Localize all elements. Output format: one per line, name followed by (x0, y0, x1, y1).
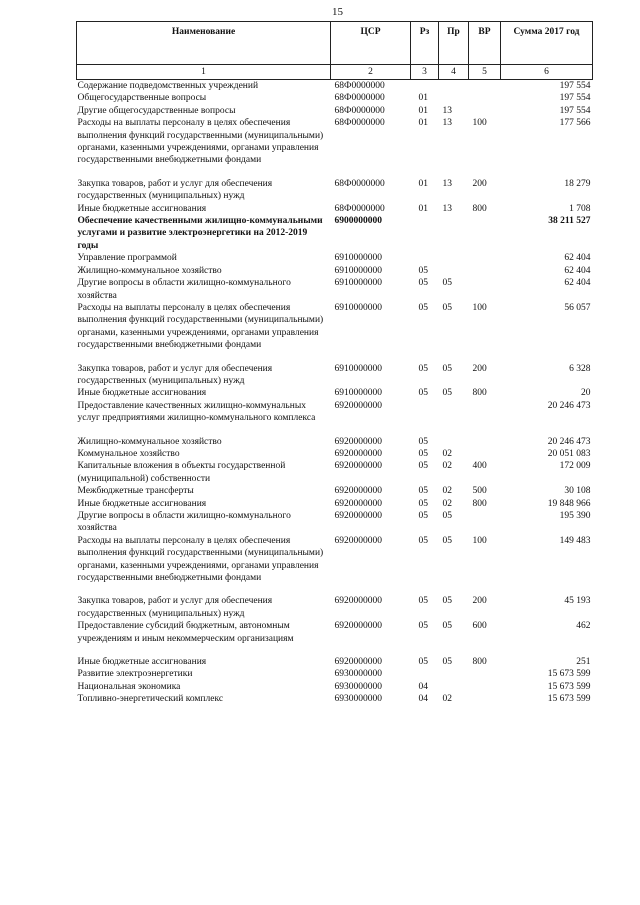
cell-csr: 6910000000 (334, 253, 382, 264)
cell-pr: 05 (442, 535, 452, 546)
cell-rz: 04 (418, 681, 428, 692)
cell-rz: 05 (418, 498, 428, 509)
cell-vr (469, 265, 501, 277)
cell-name: Расходы на выплаты персоналу в целях обеспечения выполнения функций государственными (муниципальными) органами, казенными учреждениями, органами управления государственными внебюджетными фондами (77, 118, 324, 166)
cell-csr: 6910000000 (334, 265, 382, 276)
cell-sum: 45 193 (564, 596, 591, 607)
cell-name: Другие общегосударственные вопросы (77, 105, 236, 116)
cell-pr (439, 436, 469, 448)
cell-sum: 462 (576, 621, 591, 632)
cell-sum: 62 404 (564, 278, 591, 289)
table-row (77, 252, 593, 264)
cell-pr: 02 (442, 486, 452, 497)
header-sum: Сумма 2017 год (501, 22, 593, 65)
cell-rz (411, 668, 439, 680)
column-number: 2 (331, 65, 411, 80)
cell-csr: 6910000000 (334, 363, 382, 374)
table-body (77, 80, 593, 706)
budget-table (76, 21, 593, 706)
cell-vr: 600 (472, 621, 487, 632)
cell-name: Жилищно-коммунальное хозяйство (77, 436, 222, 447)
table-row (77, 178, 593, 203)
cell-rz: 05 (418, 265, 428, 276)
cell-name: Иные бюджетные ассигнования (77, 203, 207, 214)
cell-pr (439, 215, 469, 252)
cell-vr (469, 215, 501, 252)
cell-csr: 6920000000 (334, 461, 382, 472)
table-row (77, 117, 593, 178)
cell-vr (469, 436, 501, 448)
cell-name: Расходы на выплаты персоналу в целях обеспечения выполнения функций государственными (муниципальными) органами, казенными учреждениями, органами управления государственными внебюджетными фондами (77, 535, 324, 584)
table-header (77, 22, 593, 80)
table-row (77, 693, 593, 705)
cell-sum: 195 390 (559, 511, 591, 521)
table-row (77, 203, 593, 215)
cell-csr: 6920000000 (334, 596, 382, 607)
cell-csr: 6920000000 (334, 657, 382, 668)
cell-csr: 6920000000 (334, 436, 382, 447)
cell-name: Закупка товаров, работ и услуг для обеспечения государственных (муниципальных) нужд (77, 178, 273, 202)
cell-vr: 100 (472, 535, 487, 546)
cell-rz: 05 (418, 302, 428, 313)
cell-vr (469, 92, 501, 104)
cell-name: Закупка товаров, работ и услуг для обеспечения государственных (муниципальных) нужд (77, 596, 273, 619)
cell-name: Иные бюджетные ассигнования (77, 657, 207, 668)
cell-pr: 05 (442, 657, 452, 668)
cell-csr: 6930000000 (334, 694, 382, 705)
cell-sum: 20 246 473 (547, 436, 591, 447)
page-number: 15 (332, 6, 343, 18)
cell-vr: 100 (472, 302, 487, 313)
table-row (77, 498, 593, 510)
cell-csr: 6910000000 (334, 302, 382, 313)
cell-rz: 05 (418, 511, 428, 521)
table-row (77, 535, 593, 596)
cell-vr: 800 (472, 498, 487, 509)
cell-rz (411, 215, 439, 252)
cell-name: Обеспечение качественными жилищно-коммунальными услугами и развитие электроэнергетики на 2012-2019 годы (77, 216, 323, 251)
table-row (77, 681, 593, 693)
cell-name: Капитальные вложения в объекты государственной (муниципальной) собственности (77, 461, 286, 484)
cell-name: Предоставление субсидий бюджетным, автономным учреждениям и иным некоммерческим организациям (77, 621, 294, 644)
table-row (77, 277, 593, 302)
table-row (77, 105, 593, 117)
table-row (77, 92, 593, 104)
cell-vr (469, 668, 501, 680)
cell-pr: 05 (442, 278, 452, 289)
column-number: 3 (411, 65, 439, 80)
table-row (77, 436, 593, 448)
cell-pr (439, 80, 469, 93)
cell-rz: 05 (418, 278, 428, 289)
cell-vr: 200 (472, 596, 487, 607)
cell-sum: 38 211 527 (548, 216, 591, 227)
cell-rz: 05 (418, 621, 428, 632)
cell-csr: 68Ф0000000 (334, 105, 385, 116)
cell-vr (469, 105, 501, 117)
cell-pr: 05 (442, 302, 452, 313)
cell-sum: 56 057 (564, 302, 591, 313)
cell-name: Содержание подведомственных учреждений (77, 81, 259, 91)
cell-csr: 6920000000 (334, 400, 382, 411)
header-rz: Рз (411, 22, 439, 65)
column-number: 5 (469, 65, 501, 80)
cell-sum: 62 404 (564, 253, 591, 264)
cell-pr: 05 (442, 596, 452, 607)
cell-vr (469, 400, 501, 436)
cell-pr: 13 (442, 105, 452, 116)
cell-sum: 251 (576, 657, 591, 668)
cell-rz: 05 (418, 461, 428, 472)
cell-rz (411, 400, 439, 436)
cell-vr: 800 (472, 388, 487, 399)
cell-csr: 6920000000 (334, 621, 382, 632)
table-row (77, 656, 593, 668)
cell-pr (439, 265, 469, 277)
table-row (77, 215, 593, 252)
cell-rz: 05 (418, 657, 428, 668)
cell-rz: 05 (418, 436, 428, 447)
cell-sum: 172 009 (559, 461, 591, 472)
cell-vr: 500 (472, 486, 487, 497)
cell-name: Общегосударственные вопросы (77, 93, 207, 104)
table-row (77, 400, 593, 436)
cell-csr: 68Ф0000000 (334, 81, 385, 91)
cell-rz: 05 (418, 388, 428, 399)
cell-vr (469, 681, 501, 693)
column-number: 6 (501, 65, 593, 80)
cell-csr: 6920000000 (334, 448, 382, 459)
header-csr: ЦСР (331, 22, 411, 65)
cell-rz: 05 (418, 596, 428, 607)
table-row (77, 668, 593, 680)
header-vr: ВР (469, 22, 501, 65)
cell-sum: 197 554 (559, 81, 591, 91)
cell-csr: 68Ф0000000 (334, 118, 385, 129)
table-row (77, 620, 593, 656)
table-row (77, 510, 593, 535)
cell-rz: 05 (418, 535, 428, 546)
table-row (77, 80, 593, 93)
cell-pr: 05 (442, 388, 452, 399)
cell-rz: 01 (418, 203, 428, 214)
header-pr: Пр (439, 22, 469, 65)
cell-rz: 05 (418, 448, 428, 459)
cell-rz: 01 (418, 178, 428, 189)
cell-vr (469, 448, 501, 460)
cell-vr: 200 (472, 178, 487, 189)
table-row (77, 448, 593, 460)
cell-pr: 02 (442, 694, 452, 705)
cell-vr: 100 (472, 118, 487, 129)
cell-sum: 20 (581, 388, 591, 399)
cell-pr: 05 (442, 621, 452, 632)
cell-pr: 13 (442, 203, 452, 214)
cell-name: Жилищно-коммунальное хозяйство (77, 265, 222, 276)
cell-sum: 1 708 (569, 203, 591, 214)
cell-sum: 197 554 (559, 105, 591, 116)
cell-rz: 04 (418, 694, 428, 705)
cell-csr: 6930000000 (334, 681, 382, 692)
cell-name: Другие вопросы в области жилищно-коммунального хозяйства (77, 511, 291, 534)
cell-pr (439, 668, 469, 680)
cell-csr: 6920000000 (334, 511, 382, 521)
cell-sum: 62 404 (564, 265, 591, 276)
cell-csr: 68Ф0000000 (334, 178, 385, 189)
cell-sum: 20 246 473 (547, 400, 591, 411)
cell-name: Межбюджетные трансферты (77, 486, 194, 497)
cell-vr: 800 (472, 203, 487, 214)
column-number: 4 (439, 65, 469, 80)
table-row (77, 363, 593, 388)
cell-csr: 6920000000 (334, 535, 382, 546)
cell-sum: 19 848 966 (547, 498, 591, 509)
cell-pr: 02 (442, 498, 452, 509)
cell-csr: 6930000000 (334, 669, 382, 680)
table-row (77, 302, 593, 363)
cell-sum: 15 673 599 (547, 669, 591, 680)
cell-sum: 177 566 (559, 118, 591, 129)
cell-rz: 05 (418, 486, 428, 497)
cell-rz: 01 (418, 105, 428, 116)
table-row (77, 387, 593, 399)
cell-csr: 6920000000 (334, 486, 382, 497)
cell-sum: 20 051 083 (547, 448, 591, 459)
cell-sum: 18 279 (564, 178, 591, 189)
cell-name: Расходы на выплаты персоналу в целях обеспечения выполнения функций государственными (муниципальными) органами, казенными учреждениями, органами управления государственными внебюджетными фондами (77, 302, 324, 351)
cell-csr: 6910000000 (334, 388, 382, 399)
cell-pr (439, 400, 469, 436)
table-row (77, 460, 593, 485)
cell-vr (469, 252, 501, 264)
cell-pr: 13 (442, 178, 452, 189)
cell-name: Предоставление качественных жилищно-коммунальных услуг предприятиями жилищно-коммунального комплекса (77, 400, 316, 424)
cell-csr: 6920000000 (334, 498, 382, 509)
cell-vr: 800 (472, 657, 487, 668)
cell-sum: 15 673 599 (547, 694, 591, 705)
cell-sum: 197 554 (559, 93, 591, 104)
cell-name: Национальная экономика (77, 681, 181, 692)
cell-vr (469, 510, 501, 535)
cell-sum: 149 483 (559, 535, 591, 546)
cell-sum: 30 108 (564, 486, 591, 497)
cell-pr: 02 (442, 461, 452, 472)
cell-sum: 6 328 (569, 363, 591, 374)
cell-pr: 02 (442, 448, 452, 459)
cell-rz: 05 (418, 363, 428, 374)
cell-name: Коммунальное хозяйство (77, 448, 180, 459)
cell-vr (469, 693, 501, 705)
cell-csr: 6900000000 (334, 216, 382, 227)
cell-vr (469, 80, 501, 93)
column-number: 1 (77, 65, 331, 80)
cell-rz (411, 80, 439, 93)
cell-pr: 13 (442, 118, 452, 129)
cell-vr (469, 277, 501, 302)
cell-rz: 01 (418, 93, 428, 104)
table-row (77, 485, 593, 497)
cell-name: Закупка товаров, работ и услуг для обеспечения государственных (муниципальных) нужд (77, 363, 273, 386)
cell-csr: 6910000000 (334, 278, 382, 289)
cell-name: Развитие электроэнергетики (77, 669, 193, 680)
cell-vr: 400 (472, 461, 487, 472)
cell-rz: 01 (418, 118, 428, 129)
cell-sum: 15 673 599 (547, 681, 591, 692)
cell-rz (411, 252, 439, 264)
cell-name: Иные бюджетные ассигнования (77, 388, 207, 399)
cell-name: Иные бюджетные ассигнования (77, 498, 207, 509)
header-name: Наименование (77, 22, 331, 65)
cell-csr: 68Ф0000000 (334, 93, 385, 104)
cell-name: Топливно-энергетический комплекс (77, 694, 224, 705)
cell-pr (439, 681, 469, 693)
cell-name: Управление программой (77, 253, 177, 264)
cell-name: Другие вопросы в области жилищно-коммунального хозяйства (77, 278, 291, 301)
cell-pr: 05 (442, 363, 452, 374)
cell-vr: 200 (472, 363, 487, 374)
table-row (77, 265, 593, 277)
cell-pr (439, 252, 469, 264)
cell-pr (439, 92, 469, 104)
cell-pr: 05 (442, 511, 452, 521)
table-row (77, 595, 593, 620)
cell-csr: 68Ф0000000 (334, 203, 385, 214)
